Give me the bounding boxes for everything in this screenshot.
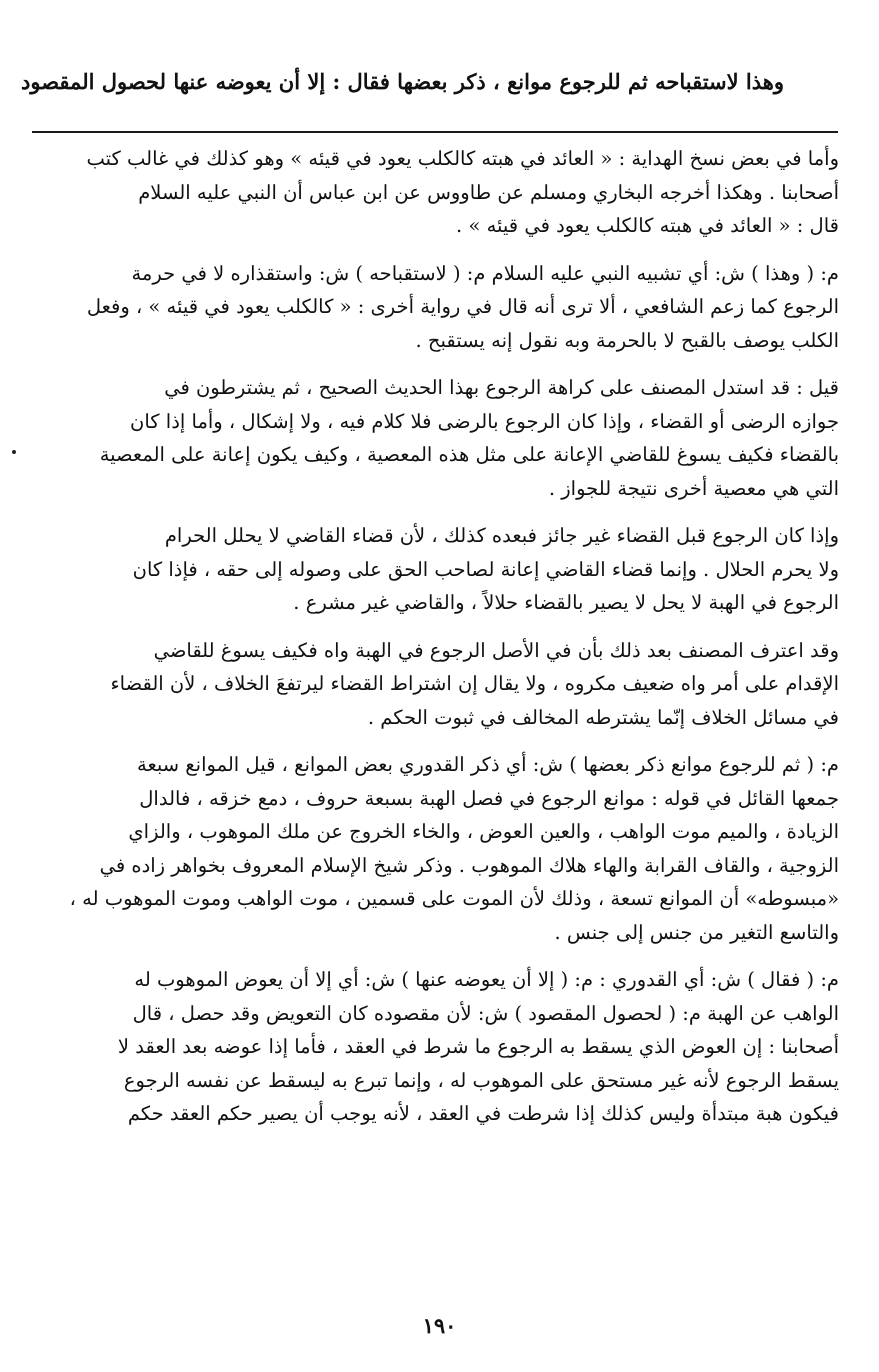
text-line: الزوجية ، والقاف القرابة والهاء هلاك الموهوب . وذكر شيخ الإسلام المعروف بخواهر زاده في	[99, 853, 839, 877]
running-heading: وهذا لاستقباحه ثم للرجوع موانع ، ذكر بعضها فقال : إلا أن يعوضه عنها لحصول المقصود	[21, 69, 784, 94]
header-rule	[32, 131, 838, 133]
text-line: الواهب عن الهبة م: ( لحصول المقصود ) ش: لأن مقصوده كان التعويض وقد حصل ، قال	[132, 1001, 839, 1025]
page-number: ١٩٠	[422, 1313, 457, 1338]
text-line: وأما في بعض نسخ الهداية : « العائد في هبته كالكلب يعود في قيئه » وهو كذلك في غالب كتب	[86, 147, 839, 170]
paragraph	[39, 634, 839, 735]
paragraph	[39, 142, 839, 243]
text-line: قيل : قد استدل المصنف على كراهة الرجوع بهذا الحديث الصحيح ، ثم يشترطون في	[164, 376, 839, 399]
text-line: م: ( وهذا ) ش: أي تشبيه النبي عليه السلام م: ( لاستقباحه ) ش: واستقذاره لا في حرمة	[131, 261, 839, 285]
text-line: جوازه الرضى أو القضاء ، وإذا كان الرجوع بالرضى فلا كلام فيه ، ولا إشكال ، وأما إذا كان	[130, 409, 839, 433]
paragraph	[39, 748, 839, 949]
text-line: فيكون هبة مبتدأة وليس كذلك إذا شرطت في العقد ، لأنه يوجب أن يصير حكم العقد حكم	[127, 1102, 839, 1125]
text-line: الإقدام على أمر واه ضعيف مكروه ، ولا يقال إن اشتراط القضاء ليرتفعَ الخلاف ، لأن القضاء	[110, 672, 839, 695]
text-line: قال : « العائد في هبته كالكلب يعود في قيئه » .	[456, 214, 839, 237]
text-line: أصحابنا . وهكذا أخرجه البخاري ومسلم عن طاووس عن ابن عباس أن النبي عليه السلام	[138, 180, 839, 204]
text-line: بالقضاء فكيف يسوغ للقاضي الإعانة على مثل هذه المعصية ، وكيف يكون إعانة على المعصية	[99, 443, 839, 466]
text-line: م: ( ثم للرجوع موانع ذكر بعضها ) ش: أي ذكر القدوري بعض الموانع ، قيل الموانع سبعة	[137, 753, 839, 776]
text-line: الزيادة ، والميم موت الواهب ، والعين العوض ، والخاء الخروج عن ملك الموهوب ، والزاي	[128, 820, 839, 843]
text-line: وإذا كان الرجوع قبل القضاء غير جائز فبعده كذلك ، لأن قضاء القاضي لا يحلل الحرام	[164, 524, 839, 547]
paragraph	[39, 257, 839, 358]
text-line: الرجوع كما زعم الشافعي ، ألا ترى أنه قال في رواية أخرى : « كالكلب يعود في قيئه » ، وفعل	[86, 295, 839, 318]
commentary-text	[39, 142, 839, 1145]
text-line: في مسائل الخلاف إنّما يشترطه المخالف في ثبوت الحكم .	[367, 705, 839, 729]
text-line: م: ( فقال ) ش: أي القدوري : م: ( إلا أن يعوضه عنها ) ش: أي إلا أن يعوض الموهوب له	[134, 968, 839, 991]
text-line: أصحابنا : إن العوض الذي يسقط به الرجوع ما شرط في العقد ، فأما إذا عوضه بعد العقد لا	[117, 1035, 839, 1058]
text-line: التي هي معصية أخرى نتيجة للجواز .	[548, 476, 839, 500]
text-line: يسقط الرجوع لأنه غير مستحق على الموهوب له ، وإنما تبرع به ليسقط عن نفسه الرجوع	[123, 1068, 839, 1092]
text-line: ولا يحرم الحلال . وإنما قضاء القاضي إعانة لصاحب الحق على وصوله إلى حقه ، فإذا كان	[132, 557, 839, 581]
stray-mark	[12, 450, 16, 454]
text-line: الرجوع في الهبة لا يحل لا يصير بالقضاء حلالاً ، والقاضي غير مشرع .	[293, 591, 839, 614]
text-line: وقد اعترف المصنف بعد ذلك بأن في الأصل الرجوع في الهبة واه فكيف يسوغ للقاضي	[153, 638, 839, 662]
text-line: «مبسوطه» أن الموانع تسعة ، وذلك لأن الموت على قسمين ، موت الواهب وموت الموهوب له ،	[69, 887, 839, 910]
paragraph	[39, 519, 839, 620]
text-line: والتاسع التغير من جنس إلى جنس .	[554, 920, 839, 944]
text-line: جمعها القائل في قوله : موانع الرجوع في فصل الهبة بسبعة حروف ، دمع خزقه ، فالدال	[139, 786, 839, 810]
paragraph	[39, 371, 839, 505]
text-line: الكلب يوصف بالقبح لا بالحرمة وبه نقول إنه يستقبح .	[415, 328, 839, 352]
paragraph	[39, 963, 839, 1131]
